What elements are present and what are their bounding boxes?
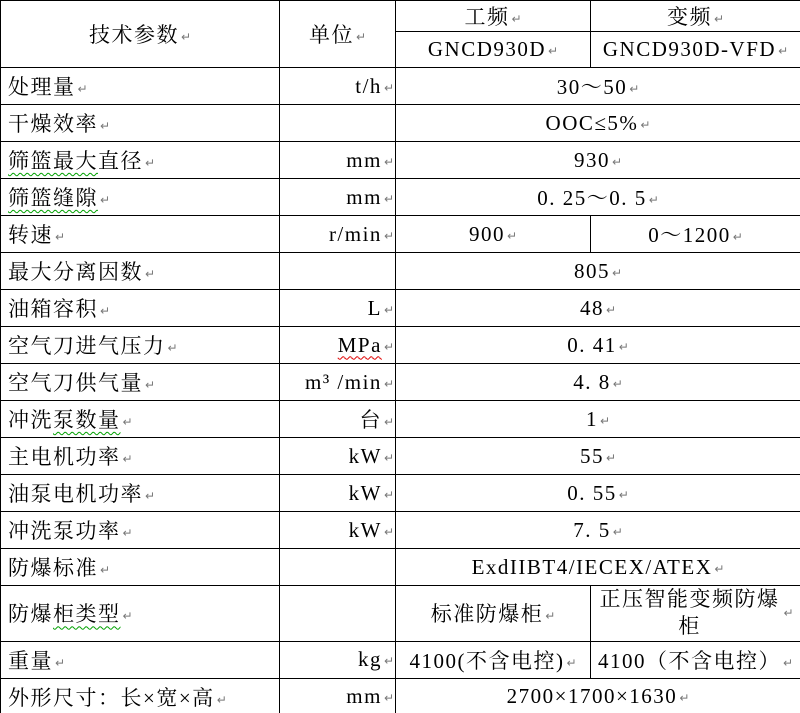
table-row xyxy=(1,475,800,512)
paragraph-mark-icon: ↵ xyxy=(778,44,789,58)
value-cell xyxy=(591,641,800,678)
value-cell xyxy=(591,216,800,253)
value-cell xyxy=(396,549,800,586)
paragraph-mark-icon: ↵ xyxy=(55,230,66,244)
param-label: 防爆 xyxy=(8,602,53,627)
paragraph-mark-icon: ↵ xyxy=(55,655,66,670)
param-label: 转速 xyxy=(8,223,53,247)
paragraph-mark-icon: ↵ xyxy=(383,302,394,317)
table-row xyxy=(1,586,800,642)
header-variable-frequency-cell xyxy=(591,1,800,32)
param-name-cell xyxy=(1,549,280,586)
unit-label: mm xyxy=(346,147,382,172)
table-row xyxy=(1,68,800,105)
paragraph-mark-icon: ↵ xyxy=(714,561,725,576)
param-label: 重量 xyxy=(8,648,53,673)
paragraph-mark-icon: ↵ xyxy=(145,378,156,392)
paragraph-mark-icon: ↵ xyxy=(122,415,133,429)
table-row xyxy=(1,549,800,586)
param-name-cell xyxy=(1,401,280,438)
unit-cell xyxy=(280,678,396,713)
paragraph-mark-icon: ↵ xyxy=(100,563,111,577)
paragraph-mark-icon: ↵ xyxy=(383,524,394,539)
param-name-cell xyxy=(1,290,280,327)
paragraph-mark-icon: ↵ xyxy=(100,119,111,133)
paragraph-mark-icon: ↵ xyxy=(511,12,522,26)
paragraph-mark-icon: ↵ xyxy=(216,692,227,707)
param-label-grammar-flagged: 柜类型 xyxy=(53,602,121,627)
unit-cell xyxy=(280,401,396,438)
cell-value: 48 xyxy=(579,295,604,320)
unit-cell xyxy=(280,586,396,642)
table-row xyxy=(1,438,800,475)
value-cell xyxy=(396,401,800,438)
paragraph-mark-icon: ↵ xyxy=(605,302,617,317)
unit-cell xyxy=(280,179,396,216)
paragraph-mark-icon: ↵ xyxy=(383,154,394,169)
table-row xyxy=(1,179,800,216)
param-label: 冲洗泵功率 xyxy=(8,519,121,543)
param-name-cell xyxy=(1,512,280,549)
param-name-cell xyxy=(1,586,280,642)
paragraph-mark-icon: ↵ xyxy=(122,452,133,466)
value-cell xyxy=(396,179,800,216)
paragraph-mark-icon: ↵ xyxy=(145,267,156,281)
param-label: 外形尺寸：长×宽×高 xyxy=(8,685,215,710)
paragraph-mark-icon: ↵ xyxy=(383,654,394,669)
header-power-frequency-label: 工频 xyxy=(464,5,510,29)
cell-value: 0. 25～0. 5 xyxy=(537,186,647,210)
paragraph-mark-icon: ↵ xyxy=(167,341,178,355)
header-model-vfd-label: GNCD930D-VFD xyxy=(602,37,777,61)
value-cell xyxy=(396,438,800,475)
param-name-cell xyxy=(1,438,280,475)
paragraph-mark-icon: ↵ xyxy=(782,655,794,670)
unit-label: kg xyxy=(357,647,382,672)
value-cell xyxy=(396,678,800,713)
paragraph-mark-icon: ↵ xyxy=(611,154,623,169)
unit-label: kW xyxy=(348,480,382,505)
param-name-cell xyxy=(1,68,280,105)
header-model-vfd-cell xyxy=(591,32,800,68)
paragraph-mark-icon: ↵ xyxy=(612,524,623,539)
param-label: 油泵电机功率 xyxy=(8,482,143,506)
param-label: 主电机功率 xyxy=(8,445,121,469)
value-cell xyxy=(591,586,800,642)
unit-label: kW xyxy=(348,517,382,542)
unit-label: t/h xyxy=(355,73,382,98)
cell-value: 805 xyxy=(573,258,610,283)
unit-cell xyxy=(280,438,396,475)
table-row xyxy=(1,105,800,142)
param-label: 冲洗 xyxy=(8,408,53,432)
value-cell xyxy=(396,253,800,290)
unit-cell xyxy=(280,216,396,253)
paragraph-mark-icon: ↵ xyxy=(383,339,394,354)
param-name-cell xyxy=(1,678,280,713)
value-cell xyxy=(396,327,800,364)
paragraph-mark-icon: ↵ xyxy=(383,228,394,243)
table-row xyxy=(1,401,800,438)
paragraph-mark-icon: ↵ xyxy=(383,415,394,429)
paragraph-mark-icon: ↵ xyxy=(383,450,394,465)
cell-value: 900 xyxy=(468,221,505,246)
paragraph-mark-icon: ↵ xyxy=(77,82,88,96)
param-name-cell xyxy=(1,327,280,364)
spec-table-body xyxy=(1,1,800,713)
value-cell xyxy=(396,475,800,512)
header-unit-cell xyxy=(280,1,396,68)
unit-cell xyxy=(280,253,396,290)
paragraph-mark-icon: ↵ xyxy=(566,655,577,670)
value-cell xyxy=(396,142,800,179)
param-label-grammar-flagged: 筛篮最大 xyxy=(8,149,98,173)
unit-label: r/min xyxy=(328,221,382,246)
cell-value: 0. 55 xyxy=(567,480,617,505)
paragraph-mark-icon: ↵ xyxy=(145,156,156,170)
paragraph-mark-icon: ↵ xyxy=(355,30,367,44)
param-label: 最大分离因数 xyxy=(8,260,143,284)
paragraph-mark-icon: ↵ xyxy=(100,304,111,318)
unit-label: m³ /min xyxy=(305,369,382,394)
header-power-frequency-cell xyxy=(396,1,591,32)
cell-value: 30～50 xyxy=(556,75,628,99)
table-row xyxy=(1,253,800,290)
cell-value: 0～1200 xyxy=(648,223,731,247)
paragraph-mark-icon: ↵ xyxy=(545,609,556,624)
cell-value: 1 xyxy=(585,406,598,431)
value-cell xyxy=(396,641,591,678)
paragraph-mark-icon: ↵ xyxy=(629,82,640,96)
table-row xyxy=(1,142,800,179)
header-variable-frequency-label: 变频 xyxy=(666,5,712,29)
table-row xyxy=(1,327,800,364)
paragraph-mark-icon: ↵ xyxy=(145,489,156,503)
unit-cell xyxy=(280,290,396,327)
param-label: 空气刀进气压力 xyxy=(8,334,166,358)
unit-label: kW xyxy=(348,443,382,468)
paragraph-mark-icon: ↵ xyxy=(180,30,192,44)
cell-value: 4100(不含电控) xyxy=(409,648,565,673)
header-model-pf-cell xyxy=(396,32,591,68)
cell-value: 4100（不含电控） xyxy=(597,648,781,673)
paragraph-mark-icon: ↵ xyxy=(122,609,133,624)
unit-cell xyxy=(280,327,396,364)
param-label: 直径 xyxy=(98,149,143,173)
cell-value: 930 xyxy=(573,147,610,172)
header-unit-label: 单位 xyxy=(308,23,354,47)
cell-value: ExdIIBT4/IECEX/ATEX xyxy=(471,554,713,579)
param-name-cell xyxy=(1,475,280,512)
param-label: 干燥效率 xyxy=(8,112,98,136)
param-label-grammar-flagged: 筛篮缝隙 xyxy=(8,186,98,210)
header-param-label: 技术参数 xyxy=(88,23,179,47)
value-cell xyxy=(396,105,800,142)
param-name-cell xyxy=(1,142,280,179)
paragraph-mark-icon: ↵ xyxy=(732,230,743,244)
value-cell xyxy=(396,290,800,327)
unit-cell xyxy=(280,512,396,549)
param-label-grammar-flagged: 泵数量 xyxy=(53,408,121,432)
param-label: 处理量 xyxy=(8,75,76,99)
paragraph-mark-icon: ↵ xyxy=(383,487,394,502)
param-label: 油箱容积 xyxy=(8,297,98,321)
paragraph-mark-icon: ↵ xyxy=(611,265,623,280)
unit-cell xyxy=(280,68,396,105)
paragraph-mark-icon: ↵ xyxy=(640,117,651,132)
header-row-1 xyxy=(1,1,800,32)
cell-value: 4. 8 xyxy=(573,369,611,394)
paragraph-mark-icon: ↵ xyxy=(383,191,394,206)
param-name-cell xyxy=(1,364,280,401)
value-cell xyxy=(396,216,591,253)
unit-cell xyxy=(280,364,396,401)
paragraph-mark-icon: ↵ xyxy=(605,450,617,465)
paragraph-mark-icon: ↵ xyxy=(100,193,111,207)
paragraph-mark-icon: ↵ xyxy=(599,413,611,428)
paragraph-mark-icon: ↵ xyxy=(383,80,394,95)
param-name-cell xyxy=(1,216,280,253)
header-param-cell xyxy=(1,1,280,68)
cell-value: 55 xyxy=(579,443,604,468)
param-name-cell xyxy=(1,253,280,290)
value-cell xyxy=(396,586,591,642)
cell-value: 标准防爆柜 xyxy=(430,602,544,627)
unit-label: MPa xyxy=(337,332,382,357)
unit-label: mm xyxy=(346,684,382,709)
table-row xyxy=(1,364,800,401)
cell-value: 0. 41 xyxy=(567,332,617,357)
param-name-cell xyxy=(1,179,280,216)
unit-cell xyxy=(280,475,396,512)
paragraph-mark-icon: ↵ xyxy=(548,44,559,58)
unit-cell xyxy=(280,142,396,179)
unit-label: mm xyxy=(346,184,382,209)
param-name-cell xyxy=(1,105,280,142)
paragraph-mark-icon: ↵ xyxy=(679,691,690,706)
cell-value: 2700×1700×1630 xyxy=(506,684,678,709)
cell-value: 7. 5 xyxy=(573,517,611,542)
paragraph-mark-icon: ↵ xyxy=(713,12,725,26)
paragraph-mark-icon: ↵ xyxy=(618,339,629,354)
paragraph-mark-icon: ↵ xyxy=(648,193,659,207)
paragraph-mark-icon: ↵ xyxy=(506,228,518,243)
paragraph-mark-icon: ↵ xyxy=(122,526,133,540)
value-cell xyxy=(396,512,800,549)
param-name-cell xyxy=(1,641,280,678)
cell-value: 正压智能变频防爆柜 xyxy=(599,587,780,639)
table-row xyxy=(1,216,800,253)
paragraph-mark-icon: ↵ xyxy=(612,376,623,391)
table-row xyxy=(1,641,800,678)
unit-cell xyxy=(280,105,396,142)
value-cell xyxy=(396,68,800,105)
unit-cell xyxy=(280,641,396,678)
table-row xyxy=(1,290,800,327)
unit-label: 台 xyxy=(359,408,382,432)
table-row xyxy=(1,678,800,713)
param-label: 防爆标准 xyxy=(8,556,98,580)
paragraph-mark-icon: ↵ xyxy=(783,606,794,621)
paragraph-mark-icon: ↵ xyxy=(383,376,394,391)
paragraph-mark-icon: ↵ xyxy=(618,487,629,502)
table-row xyxy=(1,512,800,549)
unit-label: L xyxy=(367,295,382,320)
header-model-pf-label: GNCD930D xyxy=(427,37,547,61)
value-cell xyxy=(396,364,800,401)
cell-value: OOC≤5% xyxy=(545,110,639,135)
unit-cell xyxy=(280,549,396,586)
param-label: 空气刀供气量 xyxy=(8,371,143,395)
paragraph-mark-icon: ↵ xyxy=(383,691,394,706)
